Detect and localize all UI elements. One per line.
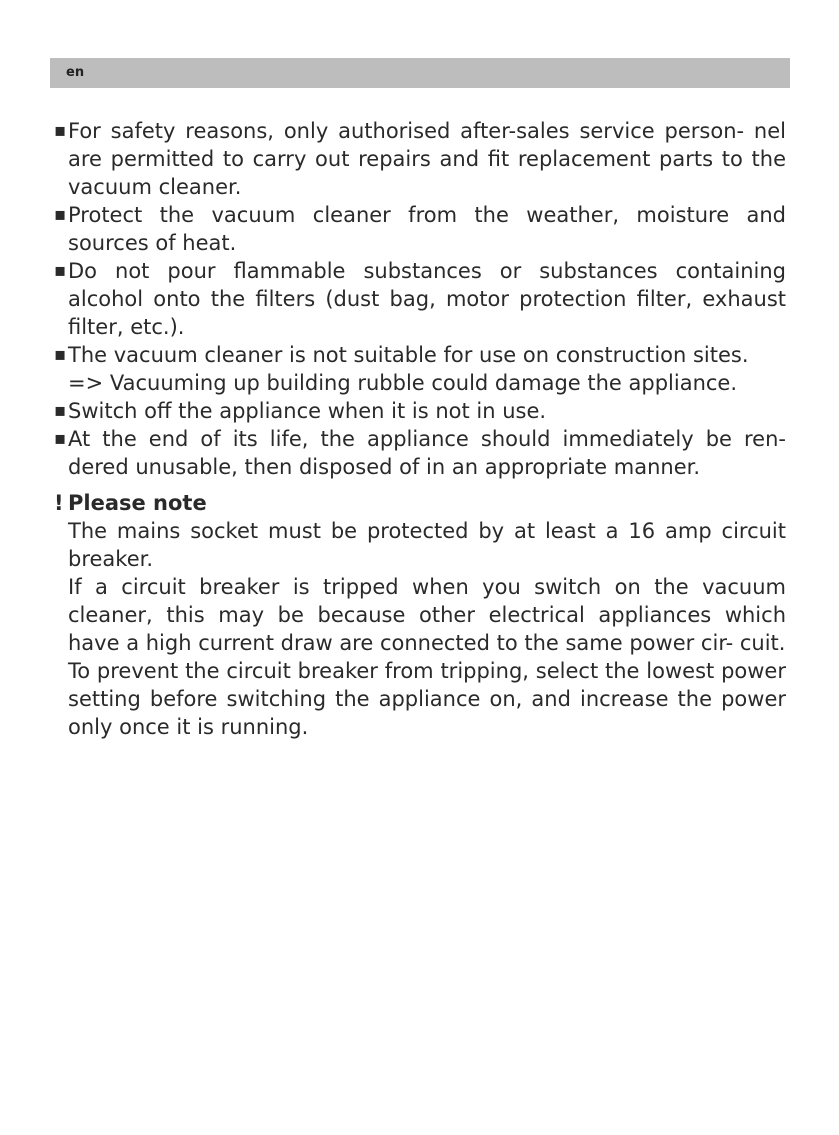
language-label: en <box>66 65 85 80</box>
bullet-icon: ▪ <box>54 344 67 365</box>
bullet-icon: ▪ <box>54 428 67 449</box>
note-heading <box>54 489 786 517</box>
bullet-text: For safety reasons, only authorised after-sales service person- nel are permitted to carry out repairs and fit replacement parts to the vacuum cleaner. <box>68 119 786 199</box>
bullet-text: Switch off the appliance when it is not in use. <box>68 399 547 423</box>
list-item <box>54 117 786 201</box>
exclamation-icon: ! <box>54 491 64 515</box>
bullet-icon: ▪ <box>54 204 67 225</box>
note-paragraph: To prevent the circuit breaker from tripping, select the lowest power setting before switching the appliance on, and increase the power only once it is running. <box>68 659 786 739</box>
note-paragraph: The mains socket must be protected by at least a 16 amp circuit breaker. <box>68 519 786 571</box>
bullet-text: Do not pour flammable substances or substances containing alcohol onto the filters (dust bag, motor protection filter, exhaust filter, etc.). <box>68 259 786 339</box>
bullet-icon: ▪ <box>54 120 67 141</box>
note-paragraph: If a circuit breaker is tripped when you switch on the vacuum cleaner, this may be because other electrical appliances which have a high current draw are connected to the same power cir- cuit. <box>68 575 786 655</box>
list-item <box>54 397 786 425</box>
list-item <box>54 201 786 257</box>
note-heading-text: Please note <box>68 491 207 515</box>
bullet-text: Protect the vacuum cleaner from the weather, moisture and sources of heat. <box>68 203 786 255</box>
construction-consequence-text: => Vacuuming up building rubble could damage the appliance. <box>68 371 738 395</box>
please-note-section <box>54 489 786 741</box>
language-header-bar <box>50 58 790 88</box>
bullet-icon: ▪ <box>54 260 67 281</box>
list-item <box>54 425 786 481</box>
list-item <box>54 341 786 369</box>
bullet-icon: ▪ <box>54 400 67 421</box>
list-item <box>54 257 786 341</box>
safety-content <box>54 117 786 741</box>
bullet-text: At the end of its life, the appliance should immediately be ren- dered unusable, then disposed of in an appropriate manner. <box>68 427 786 479</box>
bullet-text: The vacuum cleaner is not suitable for use on construction sites. <box>68 343 749 367</box>
